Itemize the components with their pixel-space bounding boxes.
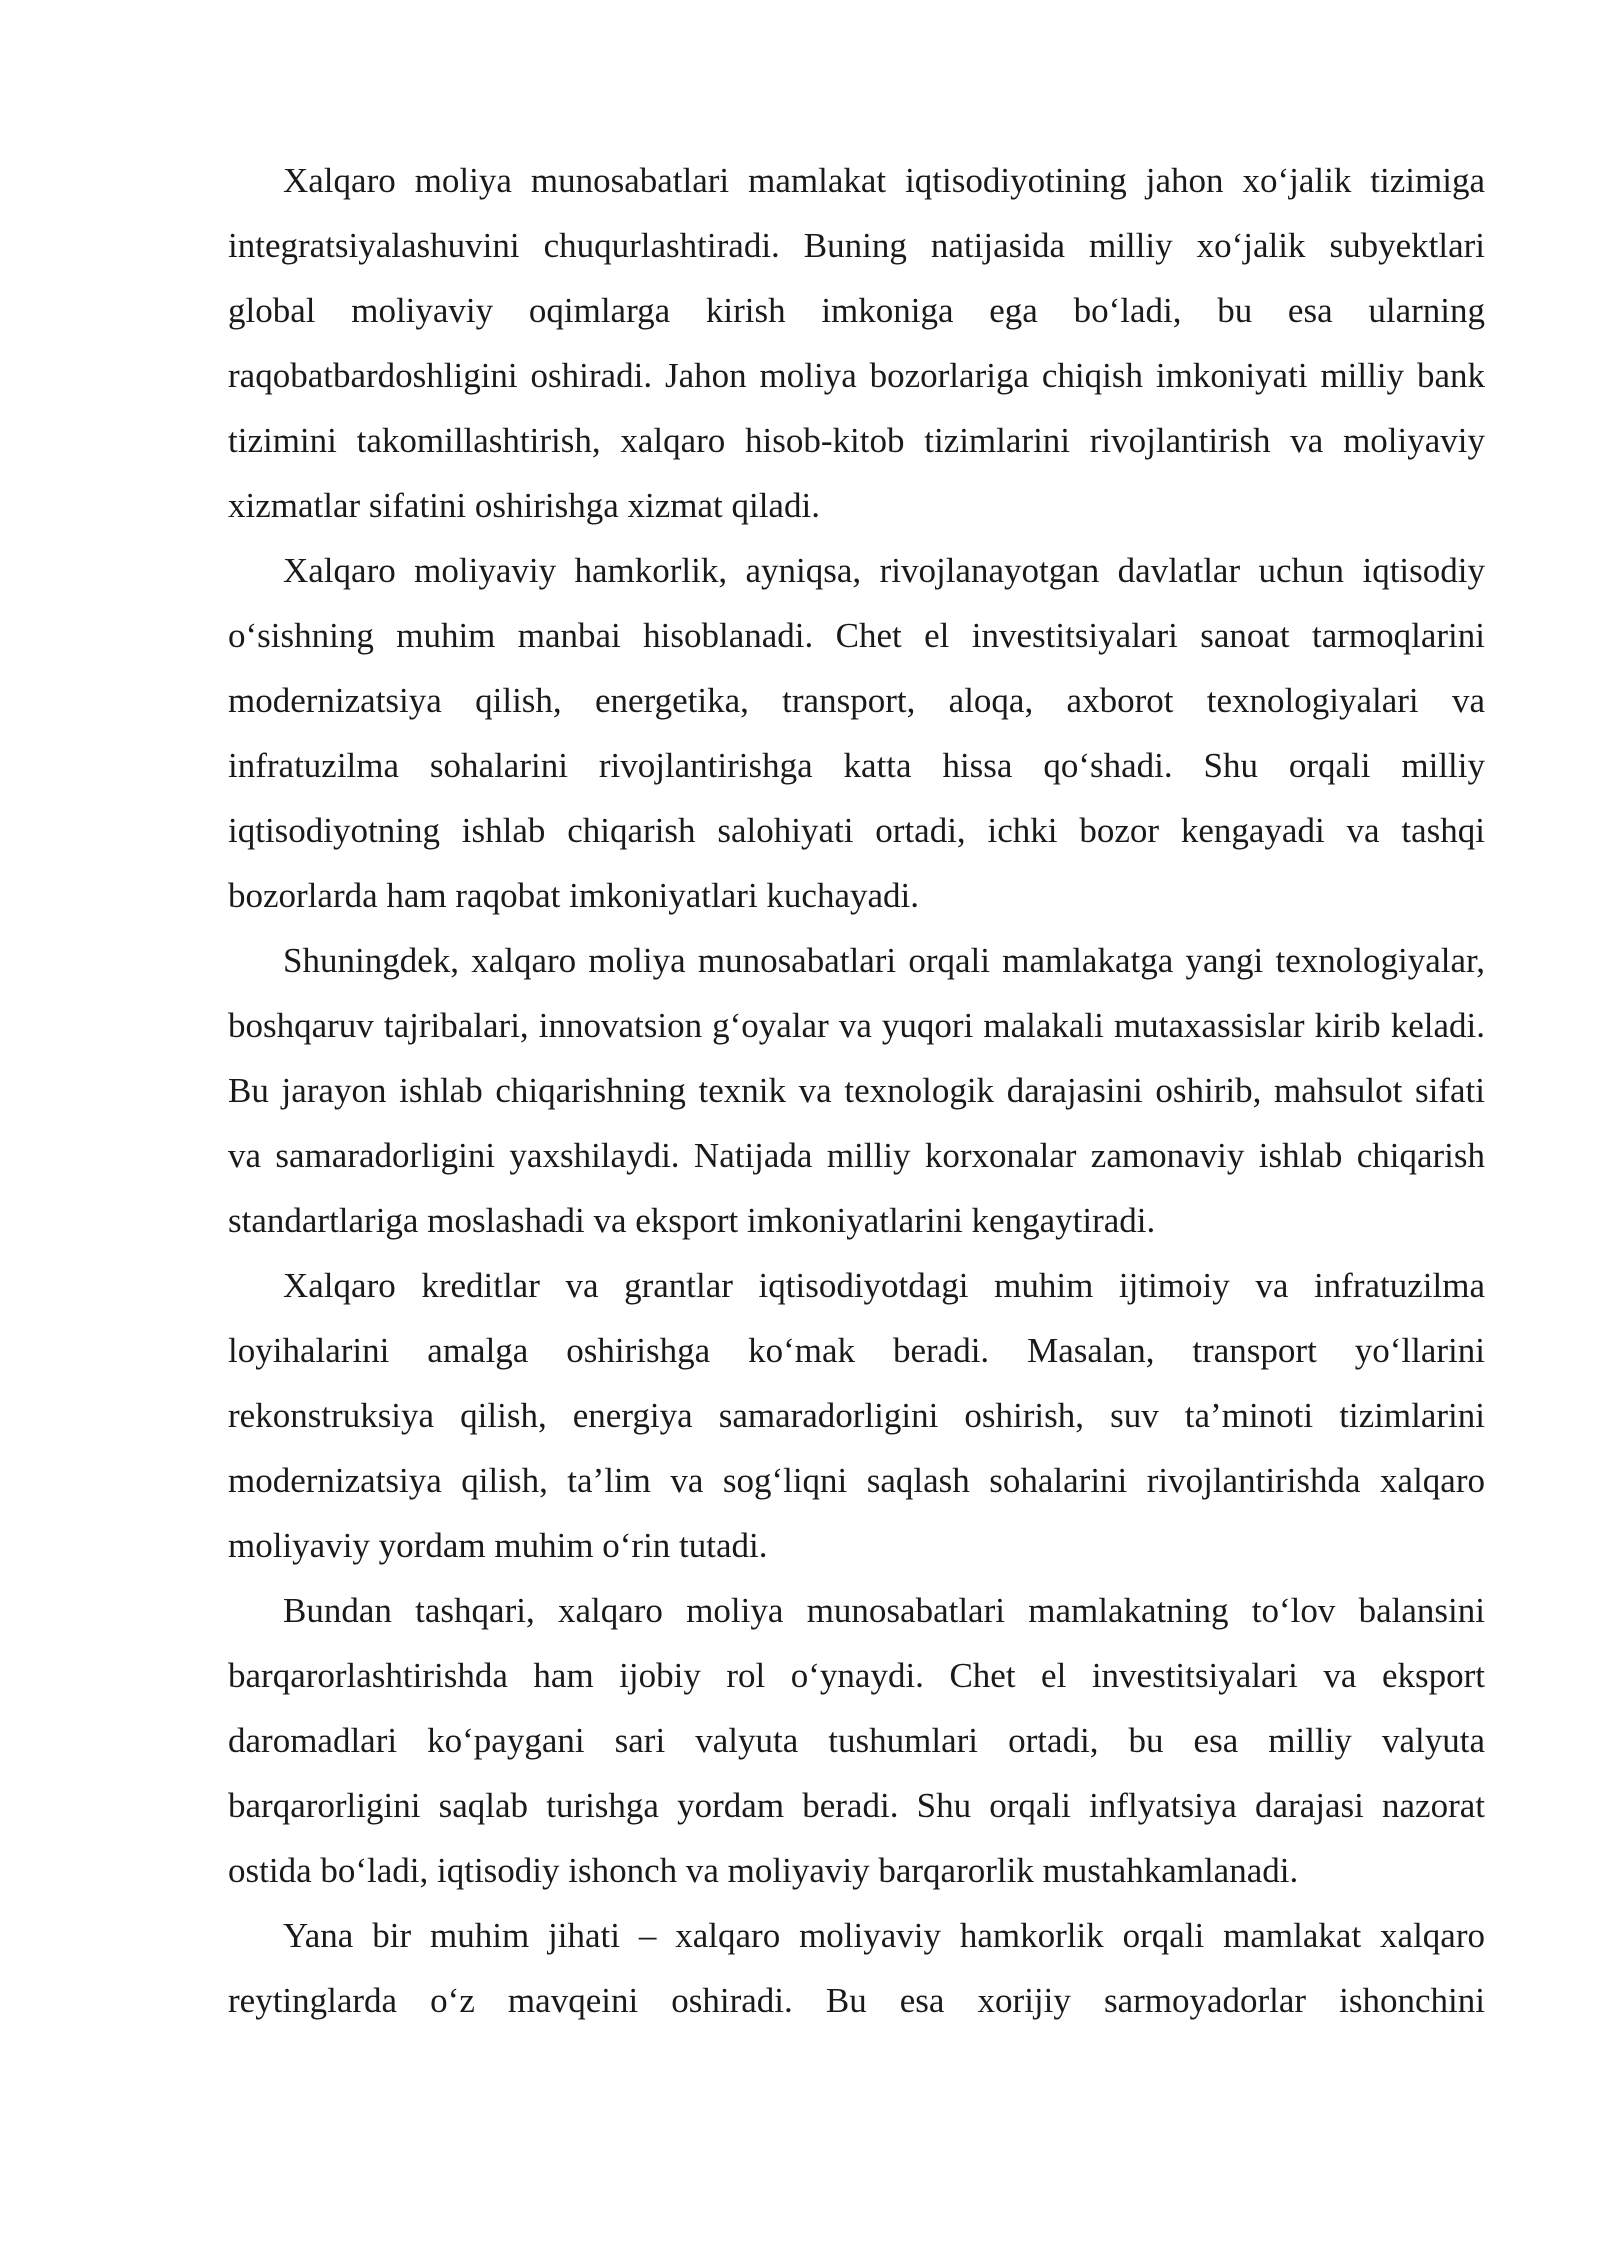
paragraph-credits-grants: Xalqaro kreditlar va grantlar iqtisodiyotdagi muhim ijtimoiy va infratuzilma loyihalarini amalga oshirishga ko‘mak beradi. Masalan, transport yo‘llarini rekonstruksiya qilish, energiya samaradorligini oshirish, suv ta’minoti tizimlarini modernizatsiya qilish, ta’lim va sog‘liqni saqlash sohalarini rivojlantirishda xalqaro moliyaviy yordam muhim o‘rin tutadi.: [228, 1266, 1485, 1565]
paragraph-integration: Xalqaro moliya munosabatlari mamlakat iqtisodiyotining jahon xo‘jalik tizimiga integratsiyalashuvini chuqurlashtiradi. Buning natijasida milliy xo‘jalik subyektlari global moliyaviy oqimlarga kirish imkoniga ega bo‘ladi, bu esa ularning raqobatbardoshligini oshiradi. Jahon moliya bozorlariga chiqish imkoniyati milliy bank tizimini takomillashtirish, xalqaro hisob-kitob tizimlarini rivojlantirish va moliyaviy xizmatlar sifatini oshirishga xizmat qiladi.: [228, 161, 1485, 525]
paragraph-technology: Shuningdek, xalqaro moliya munosabatlari orqali mamlakatga yangi texnologiyalar, boshqaruv tajribalari, innovatsion g‘oyalar va yuqori malakali mutaxassislar kirib keladi. Bu jarayon ishlab chiqarishning texnik va texnologik darajasini oshirib, mahsulot sifati va samaradorligini yaxshilaydi. Natijada milliy korxonalar zamonaviy ishlab chiqarish standartlariga moslashadi va eksport imkoniyatlarini kengaytiradi.: [228, 941, 1485, 1240]
paragraph-cooperation: Xalqaro moliyaviy hamkorlik, ayniqsa, rivojlanayotgan davlatlar uchun iqtisodiy o‘sishning muhim manbai hisoblanadi. Chet el investitsiyalari sanoat tarmoqlarini modernizatsiya qilish, energetika, transport, aloqa, axborot texnologiyalari va infratuzilma sohalarini rivojlantirishga katta hissa qo‘shadi. Shu orqali milliy iqtisodiyotning ishlab chiqarish salohiyati ortadi, ichki bozor kengayadi va tashqi bozorlarda ham raqobat imkoniyatlari kuchayadi.: [228, 551, 1485, 915]
paragraph-balance-of-payments: Bundan tashqari, xalqaro moliya munosabatlari mamlakatning to‘lov balansini barqarorlashtirishda ham ijobiy rol o‘ynaydi. Chet el investitsiyalari va eksport daromadlari ko‘paygani sari valyuta tushumlari ortadi, bu esa milliy valyuta barqarorligini saqlab turishga yordam beradi. Shu orqali inflyatsiya darajasi nazorat ostida bo‘ladi, iqtisodiy ishonch va moliyaviy barqarorlik mustahkamlanadi.: [228, 1591, 1485, 1890]
paragraph-ratings: Yana bir muhim jihati – xalqaro moliyaviy hamkorlik orqali mamlakat xalqaro reytinglarda o‘z mavqeini oshiradi. Bu esa xorijiy sarmoyadorlar ishonchini: [228, 1916, 1485, 2020]
document-page: [228, 148, 1485, 2033]
